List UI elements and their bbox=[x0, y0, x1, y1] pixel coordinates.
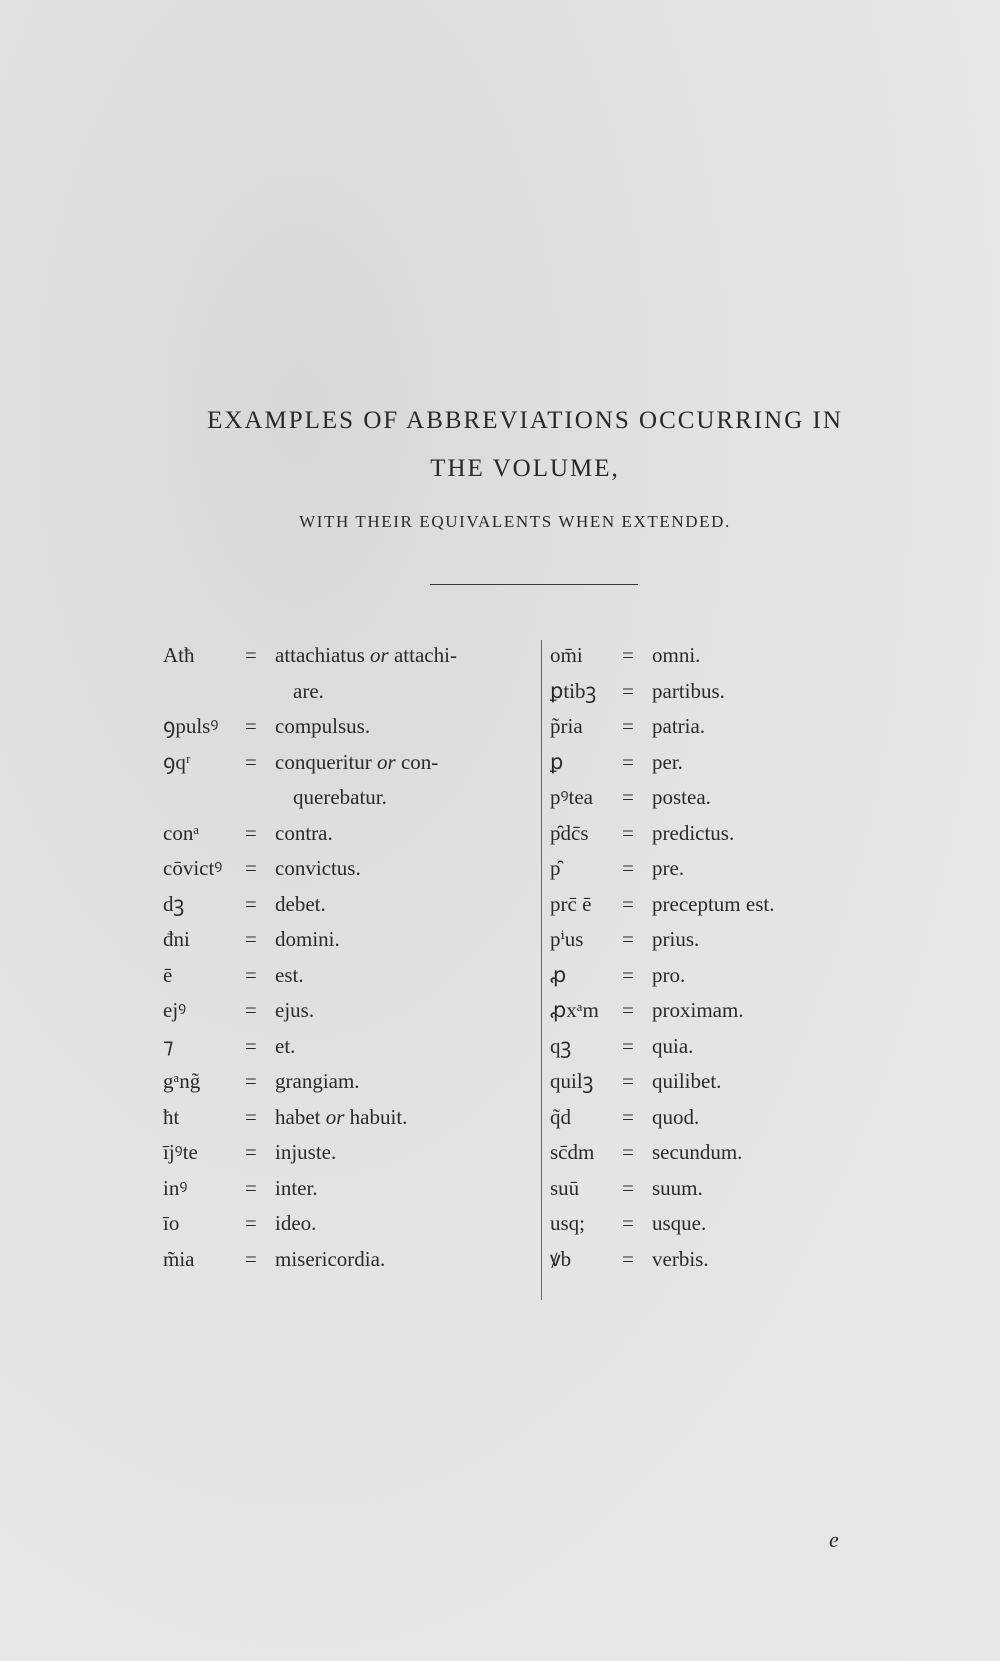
abbreviation: īo bbox=[163, 1211, 180, 1235]
abbreviation-entry bbox=[550, 1242, 850, 1278]
equals-sign: = bbox=[245, 1211, 257, 1235]
extended-form: prius. bbox=[652, 927, 700, 951]
abbreviation: ꝓxᵃm bbox=[550, 998, 599, 1022]
extended-form: attachiatus or attachi- bbox=[275, 643, 457, 667]
abbreviation: ē bbox=[163, 962, 173, 987]
equals-sign: = bbox=[622, 749, 634, 774]
extended-form: est. bbox=[275, 962, 304, 987]
abbreviation-entry bbox=[550, 1100, 850, 1136]
extended-form: usque. bbox=[652, 1211, 707, 1235]
equals-sign: = bbox=[622, 962, 634, 987]
abbreviation-entry bbox=[163, 709, 533, 745]
equals-sign: = bbox=[622, 678, 634, 703]
abbreviation: quilꝫ bbox=[550, 1069, 594, 1093]
equals-sign: = bbox=[622, 891, 634, 916]
abbreviation-entry bbox=[163, 1135, 533, 1171]
abbreviation: cōvictꝰ bbox=[163, 856, 223, 880]
equals-sign: = bbox=[245, 820, 257, 845]
title-rule bbox=[430, 584, 638, 585]
extended-form: conqueritur or con- bbox=[275, 749, 439, 774]
extended-form: compulsus. bbox=[275, 714, 371, 738]
equals-sign: = bbox=[245, 1069, 257, 1093]
abbreviation-entry bbox=[550, 1135, 850, 1171]
abbreviation-entry bbox=[163, 1100, 533, 1136]
equals-sign: = bbox=[245, 998, 257, 1022]
abbreviation: q̃d bbox=[550, 1104, 571, 1129]
extended-form: contra. bbox=[275, 820, 333, 845]
equals-sign: = bbox=[245, 643, 257, 667]
abbreviation-entry bbox=[550, 1064, 850, 1100]
abbreviation: pⁱus bbox=[550, 927, 584, 951]
abbreviation-entry bbox=[163, 1029, 533, 1065]
equals-sign: = bbox=[622, 643, 634, 667]
abbreviation: usq; bbox=[550, 1211, 586, 1235]
abbreviation: ⁊ bbox=[163, 1033, 174, 1058]
abbreviation: qꝫ bbox=[550, 1033, 572, 1058]
equals-sign: = bbox=[245, 856, 257, 880]
extended-form-continuation: querebatur. bbox=[293, 785, 387, 809]
abbreviation: pꝰtea bbox=[550, 785, 593, 809]
abbreviation-entry bbox=[163, 1064, 533, 1100]
extended-form: patria. bbox=[652, 714, 706, 738]
equals-sign: = bbox=[622, 1175, 634, 1200]
abbreviation: p̑dc̄s bbox=[550, 820, 589, 845]
equals-sign: = bbox=[245, 1246, 257, 1271]
abbreviation: m̃ia bbox=[163, 1246, 195, 1271]
abbreviation-entry bbox=[550, 709, 850, 745]
abbreviation-entry bbox=[550, 1206, 850, 1242]
equals-sign: = bbox=[622, 1069, 634, 1093]
extended-form: inter. bbox=[275, 1175, 318, 1200]
abbreviation: p̃ria bbox=[550, 714, 583, 738]
equals-sign: = bbox=[622, 785, 634, 809]
abbreviation-entry bbox=[550, 780, 850, 816]
abbreviation-entry bbox=[163, 851, 533, 887]
abbreviation-entry bbox=[550, 816, 850, 852]
extended-form: per. bbox=[652, 749, 683, 774]
abbreviation: suū bbox=[550, 1175, 580, 1200]
page-title-line-2: THE VOLUME, bbox=[430, 455, 620, 482]
equals-sign: = bbox=[245, 927, 257, 951]
extended-form: quia. bbox=[652, 1033, 694, 1058]
extended-form: preceptum est. bbox=[652, 891, 775, 916]
page-title bbox=[0, 403, 1000, 487]
equals-sign: = bbox=[245, 1140, 257, 1164]
extended-form: pro. bbox=[652, 962, 686, 987]
connective-or: or bbox=[325, 1104, 345, 1129]
extended-form: suum. bbox=[652, 1175, 703, 1200]
extended-form: postea. bbox=[652, 785, 711, 809]
extended-form: omni. bbox=[652, 643, 701, 667]
extended-form: misericordia. bbox=[275, 1246, 386, 1271]
abbreviation: ħt bbox=[163, 1104, 180, 1129]
extended-form: et. bbox=[275, 1033, 296, 1058]
abbreviation: gᵃng̃ bbox=[163, 1069, 201, 1093]
equals-sign: = bbox=[622, 856, 634, 880]
abbreviation-entry bbox=[163, 816, 533, 852]
equals-sign: = bbox=[622, 1104, 634, 1129]
extended-form: quod. bbox=[652, 1104, 700, 1129]
extended-form: proximam. bbox=[652, 998, 744, 1022]
abbreviation: conᵃ bbox=[163, 820, 200, 845]
equals-sign: = bbox=[622, 1033, 634, 1058]
abbreviation-entry bbox=[550, 887, 850, 923]
abbreviation-entry bbox=[550, 1171, 850, 1207]
extended-form: convictus. bbox=[275, 856, 361, 880]
left-column bbox=[163, 638, 533, 1277]
column-divider bbox=[541, 640, 542, 1300]
abbreviation-entry bbox=[163, 745, 533, 781]
abbreviation-entry bbox=[550, 745, 850, 781]
equals-sign: = bbox=[245, 1033, 257, 1058]
extended-form: verbis. bbox=[652, 1246, 709, 1271]
extended-form: quilibet. bbox=[652, 1069, 722, 1093]
equals-sign: = bbox=[622, 927, 634, 951]
abbreviation-entry bbox=[163, 993, 533, 1029]
abbreviation-entry bbox=[163, 1242, 533, 1278]
abbreviation-entry bbox=[550, 674, 850, 710]
abbreviation: om̄i bbox=[550, 643, 583, 667]
abbreviation: Atħ bbox=[163, 643, 195, 667]
equals-sign: = bbox=[622, 1140, 634, 1164]
folio-mark: e bbox=[829, 1527, 839, 1552]
abbreviation: ꝓ bbox=[550, 962, 567, 987]
abbreviation: ꝯpulsꝰ bbox=[163, 714, 219, 738]
abbreviation: đni bbox=[163, 927, 190, 951]
page-title-line-1: EXAMPLES OF ABBREVIATIONS OCCURRING IN bbox=[207, 407, 843, 434]
right-column bbox=[550, 638, 850, 1277]
abbreviation: ꝑtibꝫ bbox=[550, 678, 597, 703]
abbreviation: ꝯqʳ bbox=[163, 749, 191, 774]
extended-form: ideo. bbox=[275, 1211, 317, 1235]
abbreviation: ījꝰte bbox=[163, 1140, 198, 1164]
equals-sign: = bbox=[245, 714, 257, 738]
extended-form: predictus. bbox=[652, 820, 735, 845]
equals-sign: = bbox=[622, 1211, 634, 1235]
abbreviation-entry bbox=[550, 993, 850, 1029]
extended-form: debet. bbox=[275, 891, 326, 916]
equals-sign: = bbox=[245, 1104, 257, 1129]
extended-form: grangiam. bbox=[275, 1069, 360, 1093]
equals-sign: = bbox=[622, 1246, 634, 1271]
connective-or: or bbox=[377, 749, 396, 774]
abbreviation-entry bbox=[163, 922, 533, 958]
abbreviation: p̑ bbox=[550, 856, 561, 880]
abbreviation-entry bbox=[163, 638, 533, 674]
abbreviation: inꝰ bbox=[163, 1175, 188, 1200]
abbreviation-entry bbox=[163, 887, 533, 923]
abbreviation-entry bbox=[550, 1029, 850, 1065]
extended-form: ejus. bbox=[275, 998, 315, 1022]
abbreviation: ꝑ bbox=[550, 749, 564, 774]
equals-sign: = bbox=[245, 962, 257, 987]
equals-sign: = bbox=[245, 749, 257, 774]
abbreviation: prc̄ ē bbox=[550, 891, 592, 916]
abbreviation-entry bbox=[550, 922, 850, 958]
abbreviation: sc̄dm bbox=[550, 1140, 595, 1164]
extended-form: pre. bbox=[652, 856, 685, 880]
extended-form: habet or habuit. bbox=[275, 1104, 408, 1129]
abbreviation: dꝫ bbox=[163, 891, 185, 916]
abbreviation-entry bbox=[163, 958, 533, 994]
equals-sign: = bbox=[245, 891, 257, 916]
abbreviation-entry bbox=[550, 638, 850, 674]
extended-form: partibus. bbox=[652, 678, 725, 703]
abbreviation-entry bbox=[163, 1206, 533, 1242]
extended-form: secundum. bbox=[652, 1140, 743, 1164]
connective-or: or bbox=[370, 643, 389, 667]
abbreviation: ꝟb bbox=[550, 1246, 572, 1271]
abbreviation-entry bbox=[163, 1171, 533, 1207]
equals-sign: = bbox=[622, 820, 634, 845]
equals-sign: = bbox=[622, 998, 634, 1022]
equals-sign: = bbox=[622, 714, 634, 738]
page-subtitle: WITH THEIR EQUIVALENTS WHEN EXTENDED. bbox=[299, 512, 731, 531]
abbreviation-entry bbox=[550, 851, 850, 887]
abbreviation-entry bbox=[550, 958, 850, 994]
extended-form: injuste. bbox=[275, 1140, 337, 1164]
extended-form: domini. bbox=[275, 927, 340, 951]
extended-form-continuation: are. bbox=[293, 678, 324, 703]
abbreviation: ejꝰ bbox=[163, 998, 187, 1022]
equals-sign: = bbox=[245, 1175, 257, 1200]
